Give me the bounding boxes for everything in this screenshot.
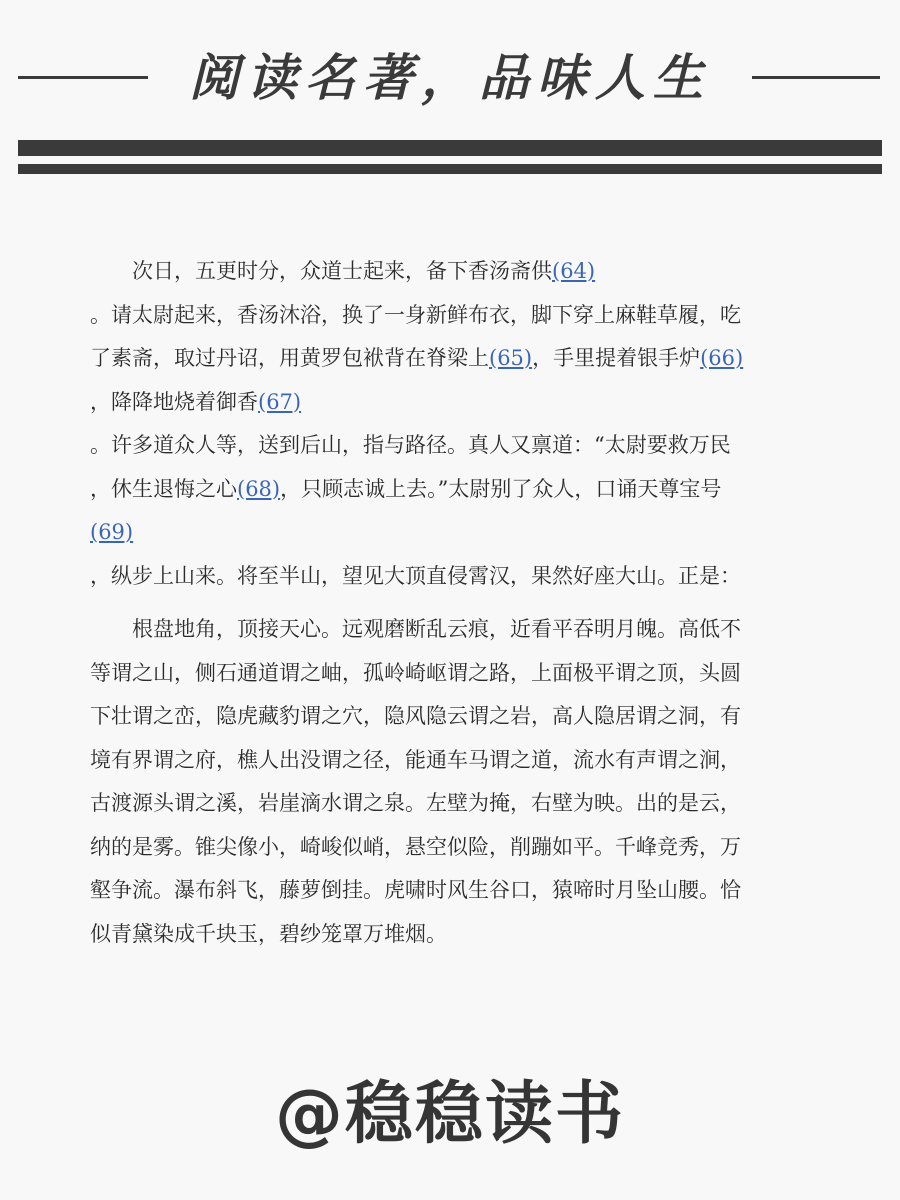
text-line: 等谓之山，侧石通道谓之岫，孤岭崎岖谓之路，上面极平谓之顶，头圆 — [90, 660, 741, 685]
text-line — [90, 337, 812, 381]
title-rule-right — [752, 76, 880, 79]
text-run: 。请太尉起来，香汤沐浴，换了一身新鲜布衣，脚下穿上麻鞋草履，吃 — [90, 302, 741, 327]
text-line — [90, 424, 812, 468]
text-run: ，降降地烧着御香 — [90, 389, 258, 414]
text-line: 下壮谓之峦，隐虎藏豹谓之穴，隐风隐云谓之岩，高人隐居谓之洞，有 — [90, 704, 741, 728]
footnote-link-65[interactable]: (65) — [489, 346, 533, 370]
paragraph-2 — [90, 608, 812, 956]
watermark: @稳稳读书 — [274, 1075, 625, 1154]
text-line: 壑争流。瀑布斜飞，藤萝倒挂。虎啸时风生谷口，猿啼时月坠山腰。恰 — [90, 878, 741, 902]
footnote-link-67[interactable]: (67) — [258, 389, 302, 414]
passage — [90, 250, 812, 956]
text-line: 纳的是雾。锥尖像小，崎峻似峭，悬空似险，削蹦如平。千峰竞秀，万 — [90, 834, 741, 859]
text-line: 似青黛染成千块玉，碧纱笼罩万堆烟。 — [90, 921, 447, 946]
text-line: 根盘地角，顶接天心。远观磨断乱云痕，近看平吞明月魄。高低不 — [90, 617, 741, 641]
text-run: ，只顾志诚上去。”太尉别了众人，口诵天尊宝号 — [280, 476, 722, 501]
title-rule-left — [18, 76, 148, 79]
footnote-link-64[interactable]: (64) — [552, 259, 596, 283]
footnote-link-68[interactable]: (68) — [237, 476, 281, 501]
text-line — [90, 468, 812, 512]
text-run: 次日，五更时分，众道士起来，备下香汤斋供 — [90, 259, 552, 283]
text-line — [90, 250, 812, 294]
page-title: 阅读名著，品味人生 — [189, 49, 711, 107]
text-run: ，纵步上山来。将至半山，望见大顶直侵霄汉，果然好座大山。正是： — [90, 563, 741, 588]
text-line — [90, 294, 812, 338]
text-line: 境有界谓之府，樵人出没谓之径，能通车马谓之道，流水有声谓之涧， — [90, 747, 741, 772]
text-run: ，休生退悔之心 — [90, 476, 237, 501]
page-header — [0, 0, 900, 190]
text-run: 了素斋，取过丹诏，用黄罗包袱背在脊梁上 — [90, 346, 489, 370]
text-run: ，手里提着银手炉 — [532, 346, 701, 370]
paragraph-1 — [90, 250, 812, 598]
text-run: 。许多道众人等，送到后山，指与路径。真人又禀道：“太尉要救万民 — [90, 433, 731, 457]
footnote-link-66[interactable]: (66) — [700, 346, 744, 370]
footnote-link-69[interactable]: (69) — [90, 520, 134, 544]
text-line — [90, 381, 812, 425]
text-line: 古渡源头谓之溪，岩崖滴水谓之泉。左壁为掩，右壁为映。出的是云， — [90, 791, 741, 815]
text-line — [90, 555, 812, 599]
header-bar-thick — [18, 140, 882, 156]
text-line — [90, 511, 812, 555]
header-bar-thin — [18, 164, 882, 174]
